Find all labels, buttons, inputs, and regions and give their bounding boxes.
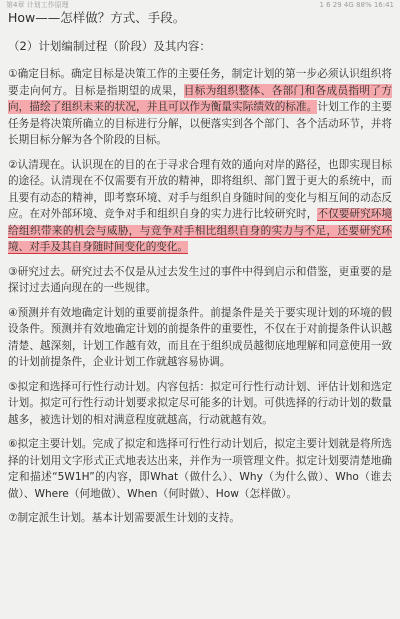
paragraph-alternatives: ⑤拟定和选择可行性行动计划。内容包括：拟定可行性行动计划、评估计划和选定计划。拟定可行性行动计划要求拟定尽可能多的计划。可供选择的行动计划的数量越多，被选计划的相对满意程度就越高，行动就越有效。	[8, 380, 392, 426]
how-heading: How——怎样做？方式、手段。	[8, 10, 186, 25]
paragraph-derivative-plan: ⑦制定派生计划。基本计划需要派生计划的支持。	[8, 512, 240, 524]
paragraph-set-goals	[8, 66, 392, 149]
status-bar-chapter: 第4章 计划工作原理	[6, 1, 69, 9]
paragraph-recognize-present	[8, 157, 392, 256]
highlighted-underlined-text[interactable]: 不仅要研究环境给组织带来的机会与威胁，与竞争对手相比组织自身的实力与不足，还要研究环境、对手及其自身随时间变化的变化。	[8, 208, 393, 253]
status-bar-indicators: 1 6 29 4G 88% 16:41	[319, 1, 394, 9]
highlighted-text[interactable]: 目标为组织整体、各部门和各成员指明了方向，描绘了组织未来的状况，并且可以作为衡量实际绩效的标准。	[8, 84, 393, 113]
paragraph-text: ②认清现在。认识现在的目的在于寻求合理有效的通向对岸的路径，也即实现目标的途径。认清现在不仅需要有开放的精神，即将组织、部门置于更大的系统中，而且要有动态的精神，即考察环境、对手与组织自身随时间的变化与相互间的动态反应。在对外部环境、竞争对手和组织自身的实力进行比较研究时，	[8, 158, 392, 220]
paragraph-text: 计划工作的主要任务是将决策所确立的目标进行分解，以便落实到各个部门、各个活动环节，并将长期目标分解为各个阶段的目标。	[8, 101, 393, 146]
section-subheading: （2）计划编制过程（阶段）及其内容：	[8, 39, 211, 53]
paragraph-study-past: ③研究过去。研究过去不仅是从过去发生过的事件中得到启示和借鉴，更重要的是探讨过去通向现在的一些规律。	[8, 265, 392, 294]
paragraph-text: ①确定目标。确定目标是决策工作的主要任务，制定计划的第一步必须认识组织将要走向何方。目标是指期望的成果，	[8, 68, 392, 97]
paragraph-premises: ④预测并有效地确定计划的重要前提条件。前提条件是关于要实现计划的环境的假设条件。预测并有效地确定计划的前提条件的重要性，不仅在于对前提条件认识越清楚、越深刻，计划工作越有效，而且在于组织成员越彻底地理解和同意使用一致的计划前提条件，企业计划工作就越容易协调。	[8, 306, 392, 368]
document-body[interactable]	[8, 10, 392, 535]
paragraph-main-plan: ⑥拟定主要计划。完成了拟定和选择可行性行动计划后，拟定主要计划就是将所选择的计划用文字形式正式地表达出来，并作为一项管理文件。拟定计划要清楚地确定和描述“5W1H”的内容，即What（做什么）、Why（为什么做）、Who（谁去做）、Where（何地做）、When（何时做）、How（怎样做）。	[8, 438, 392, 500]
